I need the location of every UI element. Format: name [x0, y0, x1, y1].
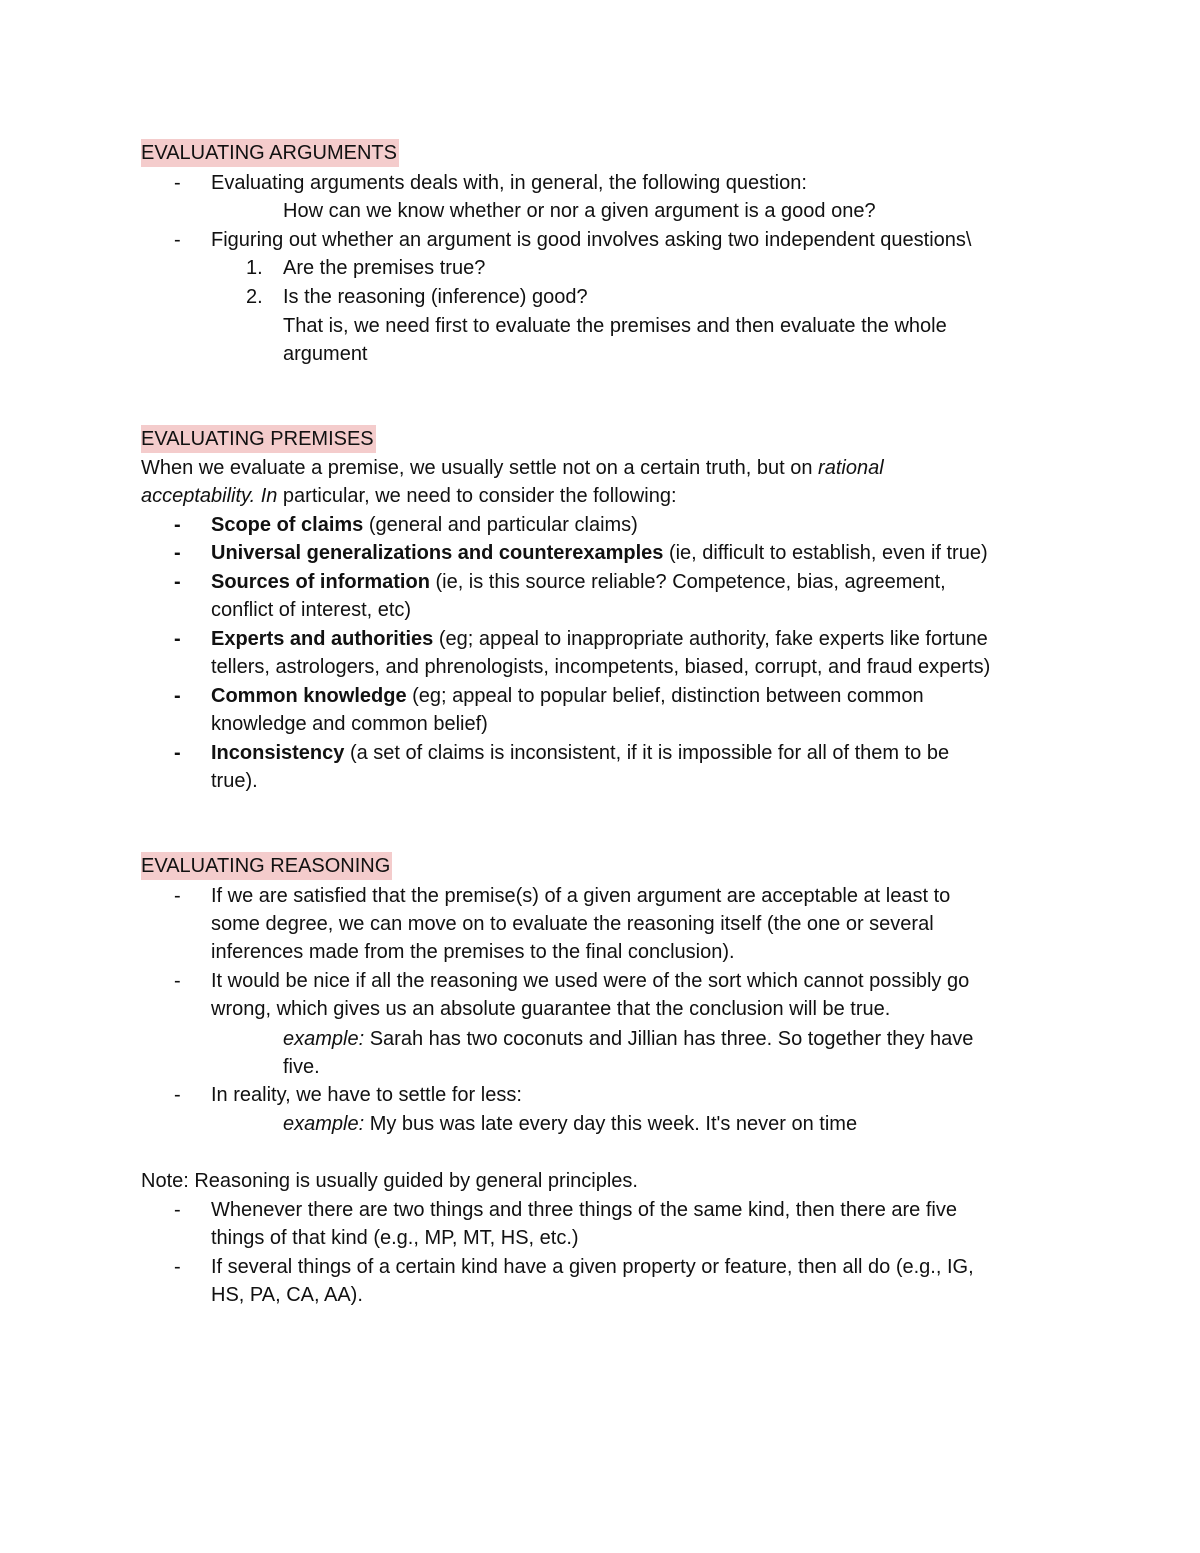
item-description: (eg; appeal to inappropriate authority, fake experts like fortune	[433, 628, 988, 650]
note-heading: Note: Reasoning is usually guided by general principles.	[141, 1170, 638, 1192]
bullet-text: Evaluating arguments deals with, in general, the following question:	[211, 172, 807, 194]
item-description: (eg; appeal to popular belief, distinction between common	[406, 685, 924, 707]
list-item	[211, 511, 638, 539]
bullet-dash: -	[174, 172, 181, 194]
bullet-text: inferences made from the premises to the final conclusion).	[211, 941, 735, 963]
bullet-dash: -	[174, 885, 181, 907]
bullet-dash: -	[174, 970, 181, 992]
list-item	[211, 682, 924, 710]
section-heading-reasoning: EVALUATING REASONING	[141, 852, 392, 880]
intro-text	[141, 482, 677, 510]
item-description: (general and particular claims)	[363, 514, 638, 536]
bullet-text: If we are satisfied that the premise(s) of a given argument are acceptable at least to	[211, 885, 951, 907]
example-body: My bus was late every day this week. It's never on time	[364, 1113, 858, 1135]
question-text: How can we know whether or nor a given argument is a good one?	[283, 200, 876, 222]
bullet-text: Whenever there are two things and three things of the same kind, then there are five	[211, 1199, 957, 1221]
item-description: (ie, is this source reliable? Competence, bias, agreement,	[429, 571, 946, 593]
note-text: That is, we need first to evaluate the premises and then evaluate the whole	[283, 315, 947, 337]
list-item-text: Is the reasoning (inference) good?	[283, 286, 588, 308]
item-term: Common knowledge	[211, 685, 407, 707]
list-item	[211, 568, 946, 596]
intro-text-italic: acceptability. In	[141, 485, 278, 507]
item-continuation: true).	[211, 770, 258, 792]
bullet-dash: -	[174, 1084, 181, 1106]
bullet-dash: -	[174, 1199, 181, 1221]
example-text: five.	[283, 1056, 320, 1078]
example-text	[283, 1025, 973, 1053]
list-item	[211, 539, 988, 567]
section-heading-premises: EVALUATING PREMISES	[141, 425, 376, 453]
list-item-text: Are the premises true?	[283, 257, 486, 279]
bullet-text: wrong, which gives us an absolute guarantee that the conclusion will be true.	[211, 998, 891, 1020]
note-text: argument	[283, 343, 368, 365]
list-item	[211, 739, 949, 767]
intro-text-italic: rational	[818, 457, 884, 479]
example-label: example:	[283, 1028, 365, 1050]
bullet-dash: -	[174, 685, 181, 707]
bullet-dash: -	[174, 229, 181, 251]
item-description: (a set of claims is inconsistent, if it is impossible for all of them to be	[344, 742, 950, 764]
list-number: 1.	[246, 257, 263, 279]
bullet-dash: -	[174, 542, 181, 564]
example-label: example:	[283, 1113, 365, 1135]
intro-text-plain: When we evaluate a premise, we usually settle not on a certain truth, but on	[141, 457, 819, 479]
item-continuation: knowledge and common belief)	[211, 713, 488, 735]
bullet-text: If several things of a certain kind have a given property or feature, then all do (e.g., IG,	[211, 1256, 974, 1278]
list-number: 2.	[246, 286, 263, 308]
example-body: Sarah has two coconuts and Jillian has three. So together they have	[364, 1028, 974, 1050]
bullet-text: things of that kind (e.g., MP, MT, HS, etc.)	[211, 1227, 579, 1249]
item-term: Inconsistency	[211, 742, 345, 764]
item-term: Universal generalizations and counterexamples	[211, 542, 664, 564]
item-continuation: conflict of interest, etc)	[211, 599, 412, 621]
bullet-text: some degree, we can move on to evaluate the reasoning itself (the one or several	[211, 913, 934, 935]
bullet-text: HS, PA, CA, AA).	[211, 1284, 363, 1306]
list-item	[211, 625, 988, 653]
bullet-text: It would be nice if all the reasoning we used were of the sort which cannot possibly go	[211, 970, 970, 992]
item-term: Scope of claims	[211, 514, 364, 536]
bullet-dash: -	[174, 742, 181, 764]
bullet-dash: -	[174, 1256, 181, 1278]
bullet-dash: -	[174, 571, 181, 593]
item-continuation: tellers, astrologers, and phrenologists, incompetents, biased, corrupt, and fraud experts)	[211, 656, 991, 678]
intro-text-plain: particular, we need to consider the following:	[277, 485, 677, 507]
bullet-text: In reality, we have to settle for less:	[211, 1084, 522, 1106]
intro-text	[141, 454, 884, 482]
bullet-dash: -	[174, 628, 181, 650]
bullet-dash: -	[174, 514, 181, 536]
section-heading-arguments: EVALUATING ARGUMENTS	[141, 139, 399, 167]
bullet-text: Figuring out whether an argument is good involves asking two independent questions\	[211, 229, 972, 251]
item-description: (ie, difficult to establish, even if true)	[663, 542, 988, 564]
example-text	[283, 1110, 857, 1138]
item-term: Experts and authorities	[211, 628, 434, 650]
item-term: Sources of information	[211, 571, 430, 593]
